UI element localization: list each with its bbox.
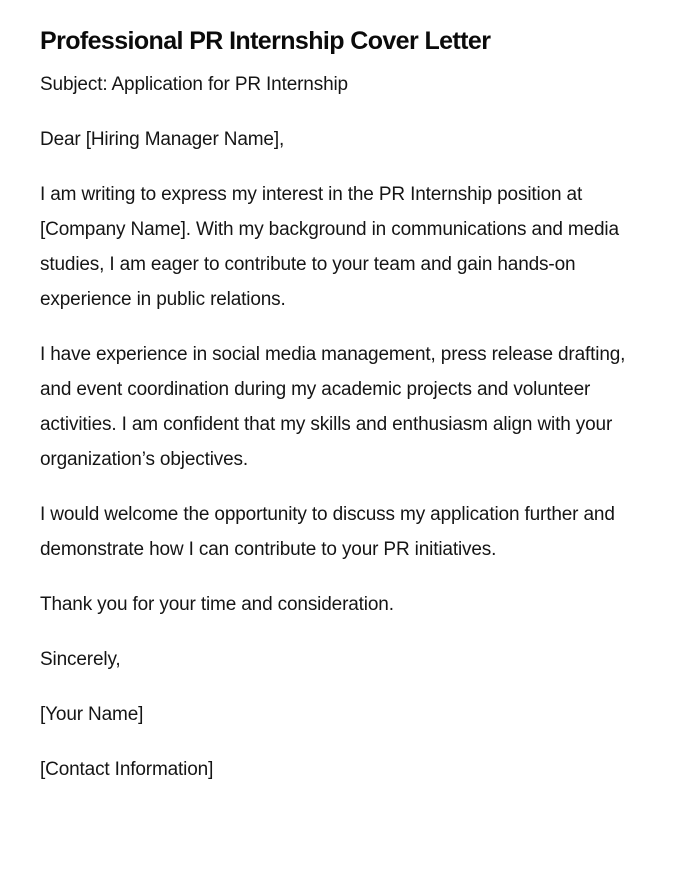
thank-you-line: Thank you for your time and consideration. <box>40 594 394 615</box>
salutation: Dear [Hiring Manager Name], <box>40 129 285 150</box>
signature-name: [Your Name] <box>40 704 144 725</box>
document-title: Professional PR Internship Cover Letter <box>40 27 491 55</box>
contact-information: [Contact Information] <box>40 759 214 780</box>
body-paragraph-closing: I would welcome the opportunity to discuss my application further and demonstrate how I can contribute to your PR initiatives. <box>40 504 615 560</box>
subject-line: Subject: Application for PR Internship <box>40 74 348 95</box>
closing-line: Sincerely, <box>40 649 121 670</box>
body-paragraph-intro: I am writing to express my interest in the PR Internship position at [Company Name]. With my background in communications and media studies, I am eager to contribute to your team and gain hands-on experience in public relations. <box>40 184 619 310</box>
body-paragraph-experience: I have experience in social media management, press release drafting, and event coordination during my academic projects and volunteer activities. I am confident that my skills and enthusiasm align with your organization’s objectives. <box>40 344 626 470</box>
